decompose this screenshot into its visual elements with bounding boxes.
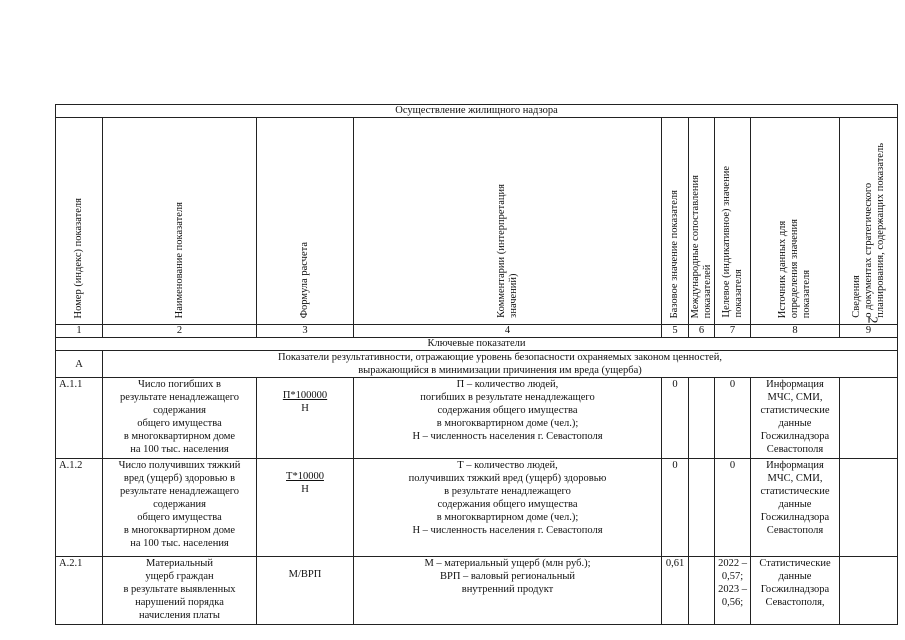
key-indicators-row — [56, 338, 898, 351]
header-row — [56, 118, 898, 325]
header-base-text: Базовое значение показателя — [669, 189, 680, 318]
formula-numerator: Т*10000 — [286, 471, 324, 482]
header-index — [56, 118, 103, 325]
header-base — [662, 118, 689, 325]
header-index-text: Номер (индекс) показателя — [73, 197, 84, 318]
row-target: 2022 – 0,57; 2023 – 0,56; — [715, 557, 751, 625]
page-number: 2 — [864, 316, 880, 324]
row-intl — [689, 459, 715, 557]
table-row — [56, 557, 898, 625]
row-index: А.1.2 — [56, 459, 103, 557]
row-formula — [257, 459, 354, 557]
section-title-row — [56, 105, 898, 118]
header-docs-text: Сведения о документах стратегического планирования, содержащих показатель — [850, 143, 886, 318]
group-row — [56, 351, 898, 378]
row-name: Число получивших тяжкий вред (ущерб) здоровью в результате ненадлежащего содержания общего имущества в многоквартирном доме на 100 тыс. населения — [103, 459, 257, 557]
column-numbers-row — [56, 325, 898, 338]
row-target: 0 — [715, 459, 751, 557]
row-source: Информация МЧС, СМИ, статистические данные Госжилнадзора Севастополя — [751, 459, 840, 557]
header-formula — [257, 118, 354, 325]
header-docs — [840, 118, 898, 325]
column-number: 9 — [840, 325, 898, 338]
column-number: 6 — [689, 325, 715, 338]
row-docs — [840, 459, 898, 557]
row-index: А.2.1 — [56, 557, 103, 625]
column-number: 8 — [751, 325, 840, 338]
formula-denominator: Н — [301, 484, 309, 495]
row-docs — [840, 557, 898, 625]
column-number: 7 — [715, 325, 751, 338]
table-row — [56, 459, 898, 557]
row-formula — [257, 378, 354, 459]
section-title: Осуществление жилищного надзора — [56, 105, 898, 118]
header-target-text: Целевое (индикативное) значение показателя — [720, 166, 744, 318]
formula-denominator: Н — [301, 403, 309, 414]
row-name: Число погибших в результате ненадлежащего содержания общего имущества в многоквартирном доме на 100 тыс. населения — [103, 378, 257, 459]
table-row — [56, 378, 898, 459]
row-index: А.1.1 — [56, 378, 103, 459]
row-source: Статистические данные Госжилнадзора Севастополя, — [751, 557, 840, 625]
header-intl — [689, 118, 715, 325]
column-number: 5 — [662, 325, 689, 338]
row-comment: Т – количество людей, получивших тяжкий вред (ущерб) здоровью в результате ненадлежащего содержания общего имущества в многоквартирном доме (чел.); Н – численность населения г. Севастополя — [354, 459, 662, 557]
row-target: 0 — [715, 378, 751, 459]
row-name: Материальный ущерб граждан в результате выявленных нарушений порядка начисления платы — [103, 557, 257, 625]
formula-numerator: П*100000 — [282, 390, 328, 401]
group-title: Показатели результативности, отражающие уровень безопасности охраняемых законом ценностей, выражающийся в минимизации причинения им вреда (ущерба) — [103, 351, 898, 378]
header-name — [103, 118, 257, 325]
key-indicators-label: Ключевые показатели — [56, 338, 898, 351]
row-intl — [689, 557, 715, 625]
header-comment-text: Комментарии (интерпретация значений) — [495, 184, 519, 318]
row-intl — [689, 378, 715, 459]
header-formula-text: Формула расчета — [299, 241, 310, 318]
header-source — [751, 118, 840, 325]
column-number: 3 — [257, 325, 354, 338]
header-source-text: Источник данных для определения значения показателя — [777, 218, 812, 318]
header-target — [715, 118, 751, 325]
group-index: А — [56, 351, 103, 378]
header-comment — [354, 118, 662, 325]
column-number: 1 — [56, 325, 103, 338]
indicator-table — [55, 104, 898, 625]
column-number: 2 — [103, 325, 257, 338]
row-formula: М/ВРП — [257, 557, 354, 625]
row-comment: М – материальный ущерб (млн руб.); ВРП – валовый региональный внутренний продукт — [354, 557, 662, 625]
row-base: 0 — [662, 459, 689, 557]
row-base: 0 — [662, 378, 689, 459]
header-intl-text: Международные сопоставления показателей — [689, 174, 713, 318]
row-docs — [840, 378, 898, 459]
header-name-text: Наименование показателя — [173, 201, 185, 318]
column-number: 4 — [354, 325, 662, 338]
row-source: Информация МЧС, СМИ, статистические данные Госжилнадзора Севастополя — [751, 378, 840, 459]
row-base: 0,61 — [662, 557, 689, 625]
row-comment: П – количество людей, погибших в результате ненадлежащего содержания общего имущества в многоквартирном доме (чел.); Н – численность населения г. Севастополя — [354, 378, 662, 459]
